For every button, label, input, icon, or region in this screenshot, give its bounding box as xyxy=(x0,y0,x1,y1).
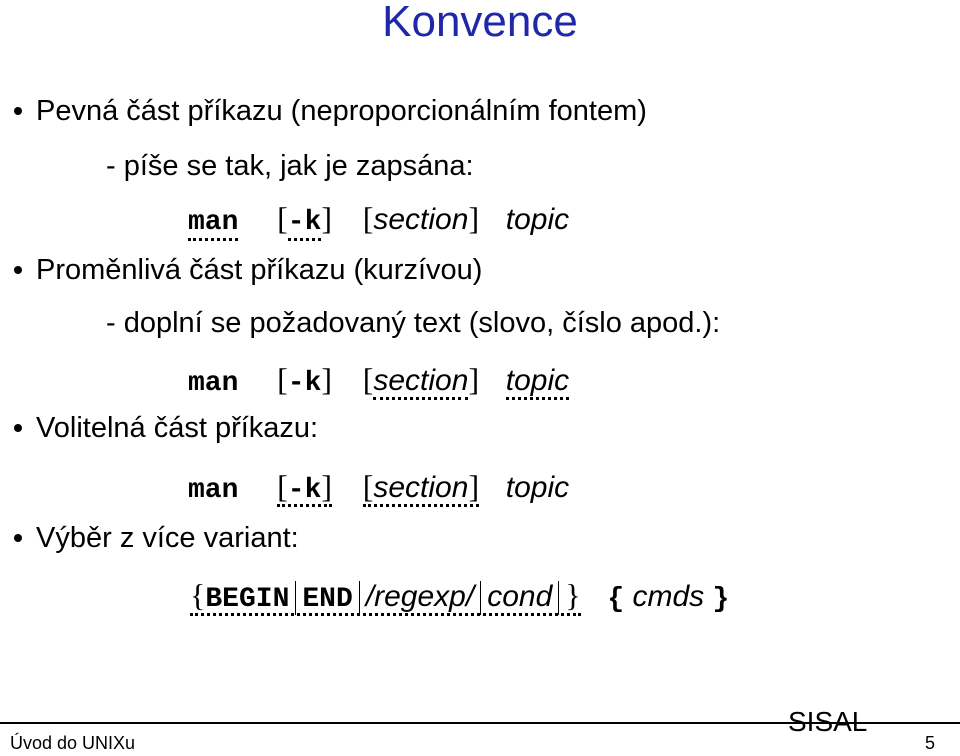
variant-group xyxy=(190,577,581,616)
variant-separator xyxy=(295,581,296,615)
bullet-fixed-part: Pevná část příkazu (neproporcionálním fontem) xyxy=(36,95,647,127)
bullet-dot xyxy=(14,266,22,274)
bracket-open: [ xyxy=(277,200,288,236)
bullet-dot xyxy=(14,424,22,432)
bracket-open: [ xyxy=(277,361,288,397)
brace-open: { xyxy=(190,577,206,613)
arg-section: section xyxy=(373,364,468,400)
bracket-close: ] xyxy=(468,200,480,236)
bracket-close: ] xyxy=(321,468,333,504)
bracket-open: [ xyxy=(362,200,374,236)
footer-logo-text: SISAL xyxy=(788,706,868,737)
footer-course-name: Úvod do UNIXu xyxy=(10,733,136,753)
bullet-variants: Výběr z více variant: xyxy=(36,522,299,554)
slide-title: Konvence xyxy=(382,0,578,46)
opt-k: -k xyxy=(288,207,322,241)
variant-regexp: /regexp/ xyxy=(365,580,475,613)
arg-section: section xyxy=(373,471,469,504)
variant-separator xyxy=(480,581,481,615)
bracket-open: [ xyxy=(362,361,374,397)
bracket-close: ] xyxy=(468,361,480,397)
brace-close: } xyxy=(565,577,581,613)
note-variable-part: - doplní se požadovaný text (slovo, číslo apod.): xyxy=(106,307,721,339)
opt-k: -k xyxy=(287,368,322,399)
variant-end: END xyxy=(302,584,353,615)
cmd-man: man xyxy=(188,368,239,399)
bracket-close: ] xyxy=(321,200,333,236)
optional-group-k xyxy=(277,468,333,507)
arg-topic: topic xyxy=(505,471,570,504)
cmds-brace-close: } xyxy=(712,584,730,615)
variant-separator xyxy=(558,581,559,615)
example-variants xyxy=(190,576,729,617)
example-fixed xyxy=(188,199,569,240)
example-optional xyxy=(188,467,569,508)
example-variable xyxy=(188,360,569,401)
opt-k: -k xyxy=(287,475,322,506)
arg-topic: topic xyxy=(505,203,570,236)
cmds-brace-open: { xyxy=(607,584,625,615)
variant-separator xyxy=(359,581,360,615)
note-fixed-part: - píše se tak, jak je zapsána: xyxy=(106,150,474,182)
arg-topic: topic xyxy=(506,364,569,400)
bullet-dot xyxy=(14,534,22,542)
arg-section: section xyxy=(373,203,469,236)
cmd-man: man xyxy=(188,207,238,241)
optional-group-section xyxy=(362,468,480,507)
bracket-close: ] xyxy=(468,468,480,504)
variant-cond: cond xyxy=(487,580,553,613)
bracket-open: [ xyxy=(277,468,288,504)
page-number: 5 xyxy=(925,733,936,753)
bullet-dot xyxy=(14,107,22,115)
arg-cmds: cmds xyxy=(632,580,705,613)
bullet-variable-part: Proměnlivá část příkazu (kurzívou) xyxy=(36,254,483,286)
cmd-man: man xyxy=(188,475,239,506)
bracket-open: [ xyxy=(362,468,374,504)
bullet-optional-part: Volitelná část příkazu: xyxy=(36,412,319,444)
bracket-close: ] xyxy=(321,361,333,397)
variant-begin: BEGIN xyxy=(205,584,290,615)
